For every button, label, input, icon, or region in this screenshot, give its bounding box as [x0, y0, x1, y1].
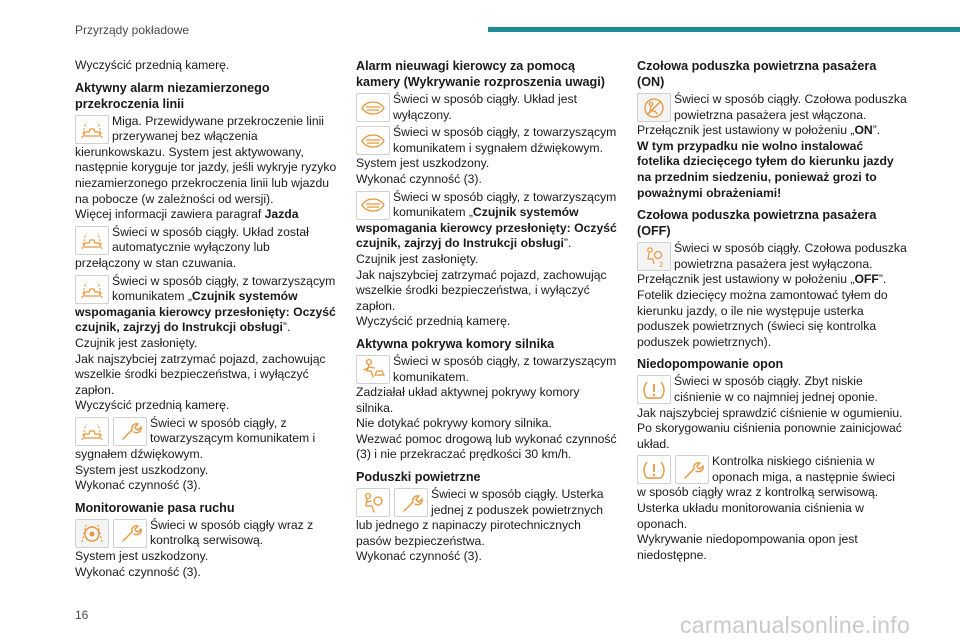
section-heading: Monitorowanie pasa ruchu: [75, 500, 235, 515]
entry-text: Wyczyścić przednią kamerę.: [356, 314, 511, 329]
entry-text: Po skorygowaniu ciśnienia ponownie zainicjować układ.: [637, 421, 902, 451]
header-title: Przyrządy pokładowe: [75, 23, 190, 37]
entry-text: Świeci w sposób ciągły. Usterka jednej z poduszek powietrznych lub jednego z napinaczy pirotechnicznych pasów bezpieczeństwa.: [356, 487, 604, 548]
entry-text: Jak najszybciej sprawdzić ciśnienie w ogumieniu.: [637, 405, 903, 420]
wrench-icon: [113, 519, 147, 548]
section-heading: Czołowa poduszka powietrzna pasażera (ON): [637, 59, 877, 89]
entry-text: System jest uszkodzony.: [75, 549, 209, 564]
entry-text: Świeci w sposób ciągły. Układ jest wyłączony.: [393, 92, 578, 122]
pedestrian-bonnet-icon: [356, 355, 390, 384]
entry-text: Kontrolka niskiego ciśnienia w oponach miga, a następnie świeci w sposób ciągły wraz z kontrolką serwisową.: [637, 454, 895, 500]
entry-text: Świeci w sposób ciągły, z towarzyszącym komunikatem i sygnałem dźwiękowym.: [75, 415, 316, 462]
entry-text: ”.: [878, 272, 887, 287]
warning-entry: [75, 518, 337, 580]
section-heading: Aktywna pokrywa komory silnika: [356, 336, 555, 351]
tyre-pressure-icon: [637, 375, 671, 404]
entry-text: Wykrywanie niedopompowania opon jest niedostępne.: [637, 532, 858, 562]
column-1: [75, 58, 337, 580]
warning-entry: [637, 374, 907, 452]
lane-departure-icon: [75, 417, 109, 446]
entry-text: Świeci w sposób ciągły. Układ został automatycznie wyłączony lub przełączony w stan czuwania.: [75, 224, 309, 270]
passenger-airbag-off-icon: [637, 242, 671, 271]
entry-text: Jak najszybciej zatrzymać pojazd, zachowując wszelkie środki bezpieczeństwa, i wyłączyć zapłon.: [75, 351, 326, 397]
section-heading: Aktywny alarm niezamierzonego przekroczenia linii: [75, 80, 270, 111]
entry-text: Usterka układu monitorowania ciśnienia w oponach.: [637, 501, 864, 531]
entry-text: Wyczyścić przednią kamerę.: [75, 398, 230, 413]
entry-text: System jest uszkodzony.: [75, 462, 209, 477]
entry-text: Czujnik jest zasłonięty.: [75, 335, 198, 350]
wrench-icon: [113, 417, 147, 446]
entry-text: Czujnik jest zasłonięty.: [356, 251, 479, 266]
entry-text: Wezwać pomoc drogową lub wykonać czynność (3) i nie przekraczać prędkości 30 km/h.: [356, 431, 617, 462]
entry-text: ”.: [563, 236, 572, 251]
warning-entry: [75, 114, 337, 223]
lane-monitoring-icon: [75, 519, 109, 548]
entry-text: ”.: [872, 123, 881, 138]
entry-text: Wykonać czynność (3).: [356, 549, 482, 564]
wrench-icon: [675, 455, 709, 484]
warning-entry: [75, 225, 337, 272]
page-number: 16: [75, 608, 89, 622]
section-heading: Alarm nieuwagi kierowcy za pomocą kamery (Wykrywanie rozproszenia uwagi): [356, 59, 605, 89]
entry-text: Świeci w sposób ciągły. Czołowa poduszka powietrzna pasażera jest wyłączona.: [674, 241, 907, 271]
lane-departure-icon: [75, 115, 109, 144]
entry-text: Wykonać czynność (3).: [75, 478, 201, 493]
warning-entry: [637, 241, 907, 350]
entry-text: Świeci w sposób ciągły, z towarzyszącym komunikatem „: [393, 189, 617, 220]
entry-text: Jak najszybciej zatrzymać pojazd, zachowując wszelkie środki bezpieczeństwa, i wyłączyć zapłon.: [356, 267, 607, 313]
warning-entry: [356, 487, 619, 565]
entry-text: Przełącznik jest ustawiony w położeniu „: [637, 123, 855, 138]
column-2: [356, 58, 619, 565]
entry-text: Świeci w sposób ciągły, z towarzyszącym komunikatem.: [393, 353, 617, 384]
driver-attention-icon: [356, 191, 390, 220]
entry-text: Nie dotykać pokrywy komory silnika.: [356, 416, 552, 431]
warning-entry: [637, 92, 907, 201]
entry-text-bold: OFF: [854, 272, 879, 287]
column-3: [637, 58, 907, 563]
page-header: [0, 0, 960, 40]
entry-text: Fotelik dziecięcy można zamontować tyłem do kierunku jazdy, o ile nie występuje usterka poduszek powietrznych (świeci się kontrolka poduszek powietrznych).: [637, 287, 888, 349]
lane-departure-icon: [75, 275, 109, 304]
driver-attention-icon: [356, 126, 390, 155]
entry-text: ”.: [282, 320, 291, 335]
entry-text-bold: ON: [854, 123, 873, 138]
warning-entry: [356, 190, 619, 330]
entry-text: Zadziałał układ aktywnej pokrywy komory silnika.: [356, 385, 580, 415]
entry-text-bold: Jazda: [264, 207, 299, 222]
watermark: carmanualsonline.info: [680, 612, 911, 638]
section-heading: Niedopompowanie opon: [637, 357, 784, 372]
passenger-airbag-on-icon: [637, 93, 671, 122]
section-heading: Poduszki powietrzne: [356, 470, 481, 485]
warning-entry: [356, 125, 619, 187]
entry-text-bold: Czujnik systemów wspomagania kierowcy przesłonięty: Oczyść czujnik, zajrzyj do Instrukcji obsługi: [75, 289, 336, 335]
entry-text: Wykonać czynność (3).: [356, 171, 482, 186]
entry-text: Miga. Przewidywane przekroczenie linii przerywanej bez włączenia kierunkowskazu. System jest aktywowany, następnie koryguje tor jazdy, jeśli wykryje ryzyko niezamierzonego przekroczenia linii lub wjazdu na pobocze (w zależności od wersji).: [75, 113, 337, 206]
entry-text: Świeci w sposób ciągły wraz z kontrolką serwisową.: [150, 517, 314, 548]
entry-text: System jest uszkodzony.: [356, 156, 490, 171]
driver-attention-icon: [356, 93, 390, 122]
wrench-icon: [394, 488, 428, 517]
lane-departure-icon: [75, 226, 109, 255]
entry-warning-bold: W tym przypadku nie wolno instalować fotelika dziecięcego tyłem do kierunku jazdy na przednim siedzeniu, ponieważ grozi to poważnymi obrażeniami!: [637, 138, 894, 200]
airbag-icon: [356, 488, 390, 517]
warning-entry: [356, 92, 619, 123]
header-accent-bar: [488, 27, 960, 32]
entry-text: Świeci w sposób ciągły. Czołowa poduszka powietrzna pasażera jest włączona.: [674, 92, 907, 122]
tyre-pressure-icon: [637, 455, 671, 484]
entry-text: Świeci w sposób ciągły, z towarzyszącym komunikatem i sygnałem dźwiękowym.: [393, 125, 617, 155]
entry-text: Wykonać czynność (3).: [75, 564, 201, 579]
entry-text: Świeci w sposób ciągły. Zbyt niskie ciśnienie w co najmniej jednej oponie.: [674, 374, 878, 404]
section-heading: Czołowa poduszka powietrzna pasażera (OFF): [637, 208, 877, 239]
warning-entry: [75, 416, 337, 494]
entry-text: Przełącznik jest ustawiony w położeniu „: [637, 272, 855, 287]
entry-text: Więcej informacji zawiera paragraf: [75, 207, 265, 222]
entry-text: Świeci w sposób ciągły, z towarzyszącym komunikatem „: [112, 273, 336, 304]
warning-entry: [637, 454, 907, 563]
entry-text-bold: Czujnik systemów wspomagania kierowcy przesłonięty: Oczyść czujnik, zajrzyj do Instrukcji obsługi: [356, 205, 617, 251]
paragraph: Wyczyścić przednią kamerę.: [75, 58, 230, 72]
warning-entry: [75, 274, 337, 414]
warning-entry: [356, 354, 619, 463]
